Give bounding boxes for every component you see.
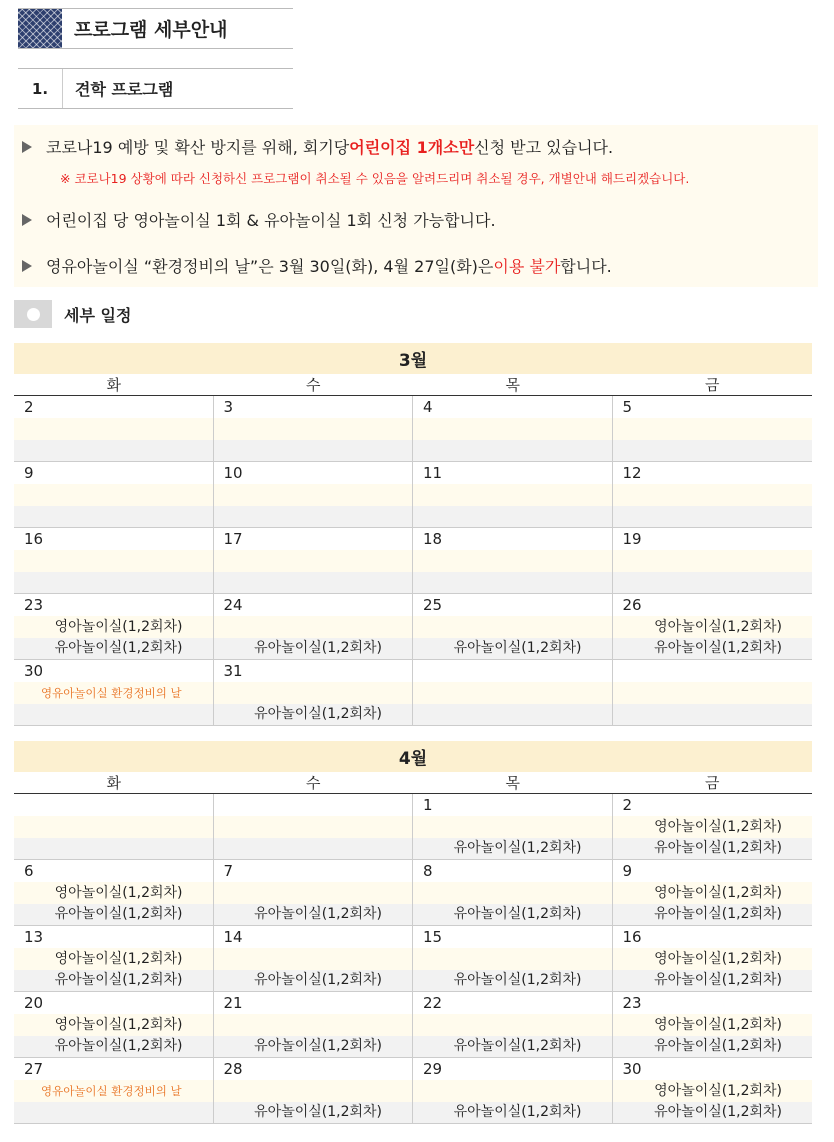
- day-number: 11: [413, 462, 612, 484]
- calendar-day-cell: [214, 396, 414, 461]
- month-title: 3월: [14, 343, 812, 374]
- toddler-room-session: 유아놀이실(1,2회차): [413, 838, 612, 859]
- calendar-week-row: [14, 926, 812, 992]
- infant-room-session: 영아놀이실(1,2회차): [14, 1014, 213, 1036]
- toddler-room-session: 유아놀이실(1,2회차): [214, 970, 413, 991]
- infant-room-session: [613, 682, 813, 704]
- toddler-room-session: [413, 440, 612, 461]
- weekday-label: 화: [106, 376, 121, 394]
- toddler-room-session: [14, 838, 213, 859]
- toddler-room-session: [613, 506, 813, 527]
- calendar-week-row: [14, 528, 812, 594]
- infant-room-session: [413, 550, 612, 572]
- calendar-day-cell: [613, 794, 813, 859]
- calendar-day-cell: [214, 660, 414, 725]
- day-number: 24: [214, 594, 413, 616]
- toddler-room-session: [613, 704, 813, 725]
- calendar-day-cell: [14, 396, 214, 461]
- circle-bullet-icon: [14, 300, 52, 328]
- day-number: 4: [413, 396, 612, 418]
- infant-room-session: [14, 484, 213, 506]
- day-number: [14, 794, 213, 816]
- toddler-room-session: 유아놀이실(1,2회차): [413, 1036, 612, 1057]
- toddler-room-session: 유아놀이실(1,2회차): [214, 638, 413, 659]
- toddler-room-session: 유아놀이실(1,2회차): [14, 638, 213, 659]
- day-number: 2: [613, 794, 813, 816]
- calendar-day-cell: [613, 528, 813, 593]
- weekday-label: 화: [106, 774, 121, 792]
- calendar-day-cell: [14, 794, 214, 859]
- toddler-room-session: 유아놀이실(1,2회차): [613, 970, 813, 991]
- calendar-day-cell: [613, 992, 813, 1057]
- toddler-room-session: 유아놀이실(1,2회차): [613, 638, 813, 659]
- toddler-room-session: [14, 704, 213, 725]
- notice-line-2: [22, 208, 496, 231]
- section-header: [18, 68, 293, 109]
- weekday-label: 수: [306, 376, 321, 394]
- day-number: 10: [214, 462, 413, 484]
- calendar-day-cell: [214, 992, 414, 1057]
- infant-room-session: [214, 418, 413, 440]
- calendar-day-cell: [214, 462, 414, 527]
- calendar-day-cell: [613, 926, 813, 991]
- infant-room-session: [14, 550, 213, 572]
- infant-room-session: [413, 816, 612, 838]
- day-number: [613, 660, 813, 682]
- day-number: 15: [413, 926, 612, 948]
- calendar-week-row: [14, 462, 812, 528]
- day-number: 19: [613, 528, 813, 550]
- toddler-room-session: 유아놀이실(1,2회차): [613, 904, 813, 925]
- calendar-day-cell: [413, 396, 613, 461]
- toddler-room-session: [613, 572, 813, 593]
- toddler-room-session: [214, 838, 413, 859]
- calendar-week-row: [14, 992, 812, 1058]
- calendar-april: [14, 741, 812, 1124]
- toddler-room-session: 유아놀이실(1,2회차): [214, 1102, 413, 1123]
- calendar-day-cell: [413, 528, 613, 593]
- toddler-room-session: [613, 440, 813, 461]
- calendar-day-cell: [14, 992, 214, 1057]
- infant-room-session: [14, 418, 213, 440]
- day-number: 27: [14, 1058, 213, 1080]
- day-number: 5: [613, 396, 813, 418]
- day-number: 17: [214, 528, 413, 550]
- schedule-header: [14, 300, 131, 328]
- weekday-label: 수: [306, 774, 321, 792]
- toddler-room-session: [413, 572, 612, 593]
- notice-note: ※ 코로나19 상황에 따라 신청하신 프로그램이 취소될 수 있음을 알려드리며 취소될 경우, 개별안내 해드리겠습니다.: [60, 171, 690, 186]
- infant-room-session: [14, 816, 213, 838]
- toddler-room-session: 유아놀이실(1,2회차): [14, 904, 213, 925]
- toddler-room-session: [413, 704, 612, 725]
- infant-room-session: [214, 616, 413, 638]
- closure-notice: 영유아놀이실 환경정비의 날: [14, 1080, 213, 1102]
- calendar-day-cell: [413, 992, 613, 1057]
- day-number: 9: [613, 860, 813, 882]
- toddler-room-session: [14, 1102, 213, 1123]
- toddler-room-session: 유아놀이실(1,2회차): [14, 970, 213, 991]
- day-number: 22: [413, 992, 612, 1014]
- day-number: 20: [14, 992, 213, 1014]
- schedule-title: 세부 일정: [64, 305, 132, 325]
- toddler-room-session: 유아놀이실(1,2회차): [413, 970, 612, 991]
- infant-room-session: [214, 948, 413, 970]
- day-number: [413, 660, 612, 682]
- section-title: 견학 프로그램: [75, 80, 174, 99]
- infant-room-session: [214, 1014, 413, 1036]
- day-number: 21: [214, 992, 413, 1014]
- triangle-bullet-icon: [22, 141, 32, 153]
- notice-line-1-pre: 코로나19 예방 및 확산 방지를 위해, 회기당: [46, 138, 350, 157]
- day-number: 18: [413, 528, 612, 550]
- calendar-day-cell: [413, 462, 613, 527]
- infant-room-session: [413, 882, 612, 904]
- weekday-label: 금: [705, 376, 720, 394]
- day-number: 25: [413, 594, 612, 616]
- notice-line-3-highlight: 이용 불가: [493, 257, 561, 276]
- day-number: 28: [214, 1058, 413, 1080]
- day-number: 31: [214, 660, 413, 682]
- day-number: 8: [413, 860, 612, 882]
- day-number: 30: [14, 660, 213, 682]
- calendar-day-cell: [214, 528, 414, 593]
- infant-room-session: 영아놀이실(1,2회차): [14, 948, 213, 970]
- notice-line-2-text: 어린이집 당 영아놀이실 1회 & 유아놀이실 1회 신청 가능합니다.: [46, 211, 496, 230]
- closure-notice: 영유아놀이실 환경정비의 날: [14, 682, 213, 704]
- calendar-week-row: [14, 860, 812, 926]
- calendar-day-cell: [214, 860, 414, 925]
- toddler-room-session: [14, 506, 213, 527]
- infant-room-session: [413, 418, 612, 440]
- infant-room-session: 영아놀이실(1,2회차): [613, 1080, 813, 1102]
- infant-room-session: [613, 484, 813, 506]
- calendar-day-cell: [613, 594, 813, 659]
- day-number: 14: [214, 926, 413, 948]
- calendar-week-row: [14, 660, 812, 726]
- infant-room-session: [214, 816, 413, 838]
- infant-room-session: 영아놀이실(1,2회차): [613, 616, 813, 638]
- calendar-day-cell: [613, 660, 813, 725]
- toddler-room-session: 유아놀이실(1,2회차): [214, 704, 413, 725]
- day-number: 23: [14, 594, 213, 616]
- toddler-room-session: 유아놀이실(1,2회차): [413, 1102, 612, 1123]
- calendar-week-row: [14, 794, 812, 860]
- triangle-bullet-icon: [22, 260, 32, 272]
- weekday-label: 금: [705, 774, 720, 792]
- day-number: 16: [14, 528, 213, 550]
- page-title: 프로그램 세부안내: [74, 19, 228, 41]
- toddler-room-session: 유아놀이실(1,2회차): [413, 904, 612, 925]
- infant-room-session: [214, 1080, 413, 1102]
- toddler-room-session: [413, 506, 612, 527]
- calendar-day-cell: [14, 660, 214, 725]
- day-number: 7: [214, 860, 413, 882]
- infant-room-session: [613, 550, 813, 572]
- notice-line-1: [22, 135, 613, 158]
- day-number: 9: [14, 462, 213, 484]
- calendar-day-cell: [613, 1058, 813, 1123]
- toddler-room-session: 유아놀이실(1,2회차): [613, 838, 813, 859]
- infant-room-session: [214, 550, 413, 572]
- calendar-day-cell: [214, 594, 414, 659]
- infant-room-session: [413, 484, 612, 506]
- notice-box: [14, 125, 818, 287]
- month-title: 4월: [14, 741, 812, 772]
- calendar-day-cell: [413, 594, 613, 659]
- toddler-room-session: [14, 572, 213, 593]
- calendar-day-cell: [14, 860, 214, 925]
- infant-room-session: [214, 882, 413, 904]
- triangle-bullet-icon: [22, 214, 32, 226]
- day-number: [214, 794, 413, 816]
- calendar-week-row: [14, 1058, 812, 1124]
- infant-room-session: [413, 682, 612, 704]
- day-number: 13: [14, 926, 213, 948]
- infant-room-session: 영아놀이실(1,2회차): [613, 882, 813, 904]
- day-number: 3: [214, 396, 413, 418]
- toddler-room-session: 유아놀이실(1,2회차): [214, 904, 413, 925]
- infant-room-session: [214, 682, 413, 704]
- infant-room-session: [214, 484, 413, 506]
- toddler-room-session: 유아놀이실(1,2회차): [613, 1036, 813, 1057]
- calendar-day-cell: [413, 860, 613, 925]
- weekday-header-row: [14, 772, 812, 794]
- toddler-room-session: 유아놀이실(1,2회차): [214, 1036, 413, 1057]
- notice-line-3: [22, 254, 612, 277]
- infant-room-session: 영아놀이실(1,2회차): [613, 948, 813, 970]
- toddler-room-session: [214, 506, 413, 527]
- infant-room-session: [413, 948, 612, 970]
- section-number: 1.: [18, 69, 63, 108]
- calendar-day-cell: [14, 1058, 214, 1123]
- page-header: [18, 8, 293, 49]
- notice-line-1-highlight: 어린이집 1개소만: [349, 138, 475, 157]
- notice-line-3-pre: 영유아놀이실 “환경정비의 날”은 3월 30일(화), 4월 27일(화)은: [46, 257, 494, 276]
- day-number: 12: [613, 462, 813, 484]
- calendar-day-cell: [413, 1058, 613, 1123]
- toddler-room-session: 유아놀이실(1,2회차): [413, 638, 612, 659]
- day-number: 23: [613, 992, 813, 1014]
- infant-room-session: [413, 1014, 612, 1036]
- calendar-day-cell: [613, 462, 813, 527]
- toddler-room-session: [14, 440, 213, 461]
- day-number: 6: [14, 860, 213, 882]
- infant-room-session: 영아놀이실(1,2회차): [613, 1014, 813, 1036]
- toddler-room-session: [214, 440, 413, 461]
- calendar-day-cell: [413, 660, 613, 725]
- infant-room-session: 영아놀이실(1,2회차): [14, 882, 213, 904]
- infant-room-session: [413, 1080, 612, 1102]
- day-number: 26: [613, 594, 813, 616]
- infant-room-session: [613, 418, 813, 440]
- pattern-icon: [18, 9, 62, 48]
- toddler-room-session: [214, 572, 413, 593]
- weekday-label: 목: [505, 376, 520, 394]
- infant-room-session: [413, 616, 612, 638]
- calendar-day-cell: [613, 396, 813, 461]
- day-number: 29: [413, 1058, 612, 1080]
- day-number: 1: [413, 794, 612, 816]
- day-number: 30: [613, 1058, 813, 1080]
- calendar-day-cell: [413, 926, 613, 991]
- day-number: 2: [14, 396, 213, 418]
- calendar-day-cell: [14, 594, 214, 659]
- day-number: 16: [613, 926, 813, 948]
- calendar-day-cell: [14, 462, 214, 527]
- calendar-day-cell: [214, 794, 414, 859]
- calendar-day-cell: [613, 860, 813, 925]
- toddler-room-session: 유아놀이실(1,2회차): [613, 1102, 813, 1123]
- calendar-day-cell: [14, 926, 214, 991]
- calendar-week-row: [14, 594, 812, 660]
- weekday-label: 목: [505, 774, 520, 792]
- calendar-day-cell: [214, 1058, 414, 1123]
- notice-line-1-post: 신청 받고 있습니다.: [474, 138, 614, 157]
- notice-line-3-post: 합니다.: [560, 257, 612, 276]
- weekday-header-row: [14, 374, 812, 396]
- infant-room-session: 영아놀이실(1,2회차): [613, 816, 813, 838]
- toddler-room-session: 유아놀이실(1,2회차): [14, 1036, 213, 1057]
- calendar-march: [14, 343, 812, 726]
- calendar-day-cell: [413, 794, 613, 859]
- infant-room-session: 영아놀이실(1,2회차): [14, 616, 213, 638]
- calendar-day-cell: [214, 926, 414, 991]
- calendar-day-cell: [14, 528, 214, 593]
- calendar-week-row: [14, 396, 812, 462]
